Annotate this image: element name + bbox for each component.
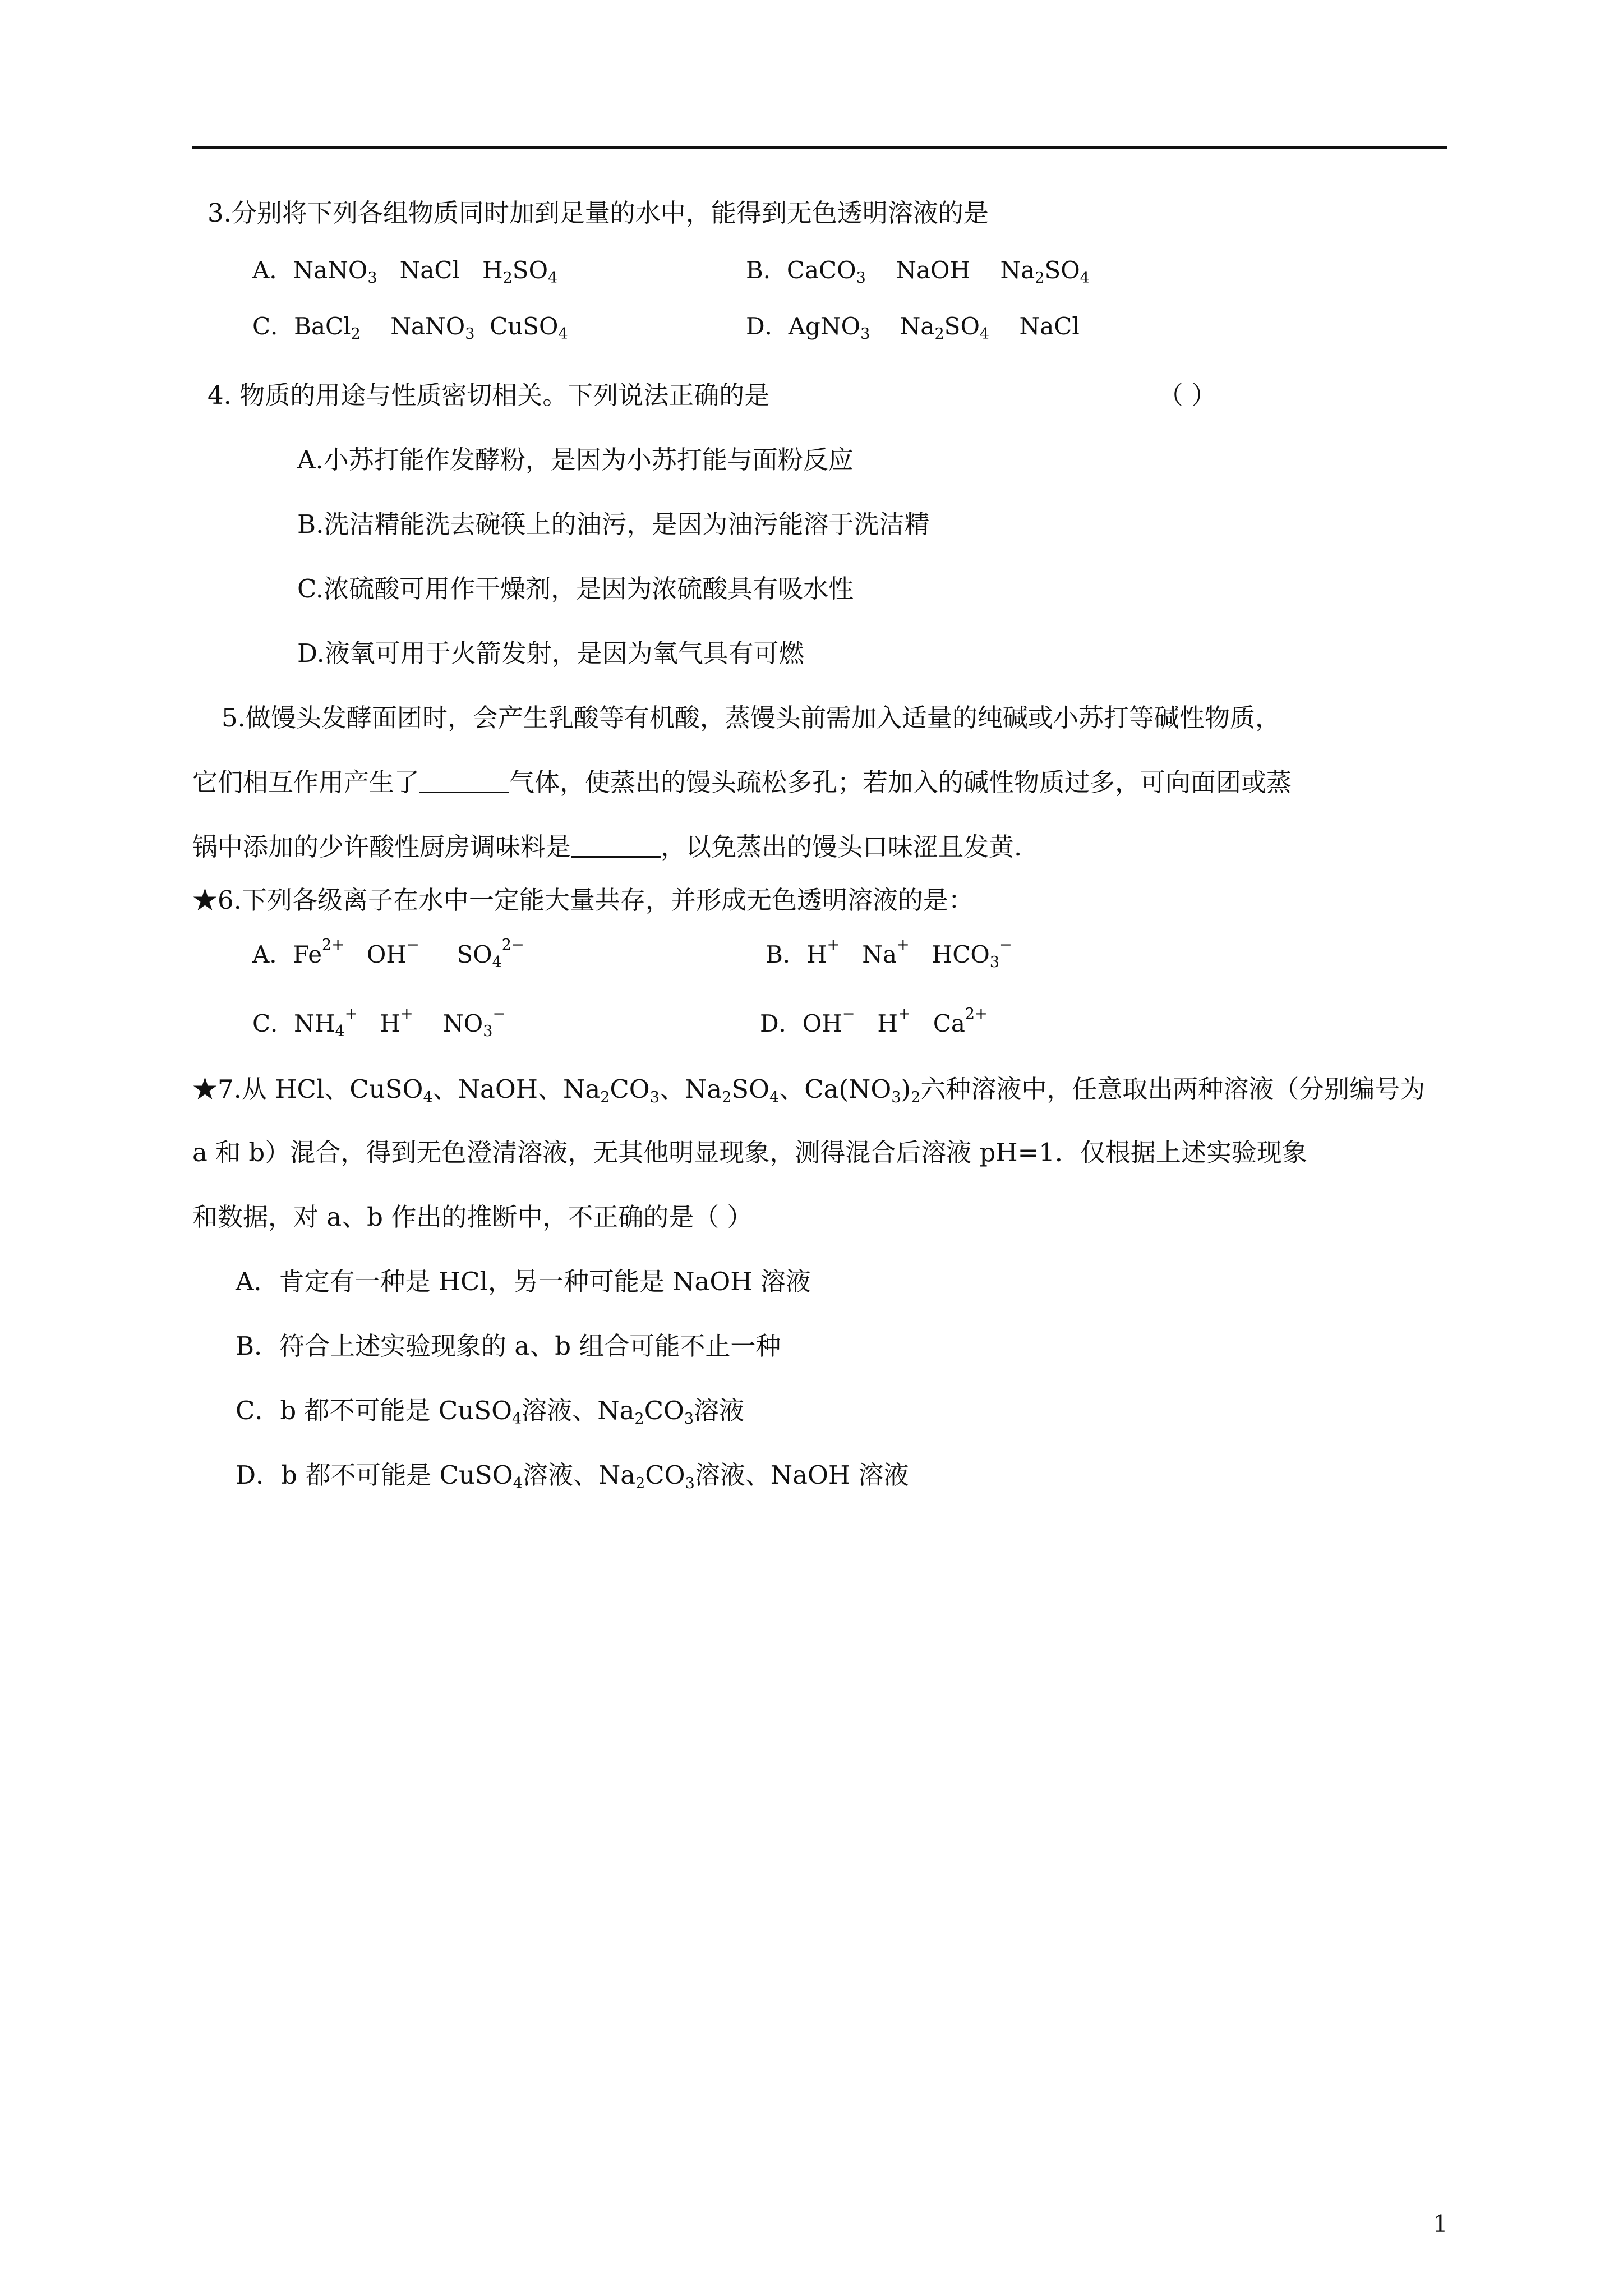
q7-line-3: 和数据，对 a、b 作出的推断中，不正确的是（ ） [192, 1202, 753, 1232]
q3-option-d: D．AgNO$_3$ $Na_2SO_4$ NaCl [746, 312, 1080, 343]
q7-option-d: D．b 都不可能是 CuSO$_4$溶液、$Na_2CO_3$溶液、NaOH 溶液 [236, 1460, 909, 1493]
q7-option-a: A．肯定有一种是 HCl，另一种可能是 NaOH 溶液 [236, 1267, 811, 1296]
q5-line-2: 它们相互作用产生了 气体，使蒸出的馒头疏松多孔；若加入的碱性物质过多，可向面团或蒸 [192, 767, 1292, 797]
q5-line-3: 锅中添加的少许酸性厨房调味料是 ，以免蒸出的馒头口味涩且发黄. [192, 832, 1022, 862]
q5-blank-1[interactable] [419, 769, 509, 793]
page-number: 1 [1433, 2210, 1448, 2238]
q4-option-c: C.浓硫酸可用作干燥剂，是因为浓硫酸具有吸水性 [297, 574, 854, 604]
q3-option-a: A．NaNO$_3$ NaCl $H_2SO_4$ [252, 256, 558, 287]
q5-blank-2[interactable] [571, 834, 661, 858]
q5-line-1: 5.做馒头发酵面团时，会产生乳酸等有机酸，蒸馒头前需加入适量的纯碱或小苏打等碱性物质， [222, 703, 1280, 733]
q6-option-d: D．OH− H+ $Ca^{2+}$ [760, 1005, 988, 1037]
q3-option-b: B．CaCO$_3$ NaOH $Na_2SO_4$ [746, 256, 1090, 287]
q6-option-a: A．$Fe^{2+}$ OH− $SO_4^{2-}$ [252, 936, 524, 972]
q7-option-c: C．b 都不可能是 CuSO$_4$溶液、$Na_2CO_3$溶液 [236, 1396, 745, 1428]
q4-stem: 4. 物质的用途与性质密切相关。下列说法正确的是 [208, 380, 770, 410]
q7-option-b: B．符合上述实验现象的 a、b 组合可能不止一种 [236, 1331, 781, 1361]
q4-answer-paren: （ ） [1158, 380, 1217, 410]
q4-option-a: A.小苏打能作发酵粉，是因为小苏打能与面粉反应 [297, 445, 854, 475]
q6-option-b: B．H+ Na+ $HCO_3^-$ [766, 936, 1012, 972]
q6-option-c: C．$NH_4^+$ H+ $NO_3^-$ [252, 1005, 506, 1041]
q3-option-c: C．BaCl$_2$ NaNO$_3$ CuSO$_4$ [252, 312, 568, 343]
q7-line-2: a 和 b）混合，得到无色澄清溶液，无其他明显现象，测得混合后溶液 pH=1．仅根据上述实验现象 [192, 1138, 1307, 1167]
q4-option-d: D.液氧可用于火箭发射，是因为氧气具有可燃 [297, 638, 804, 668]
q3-stem: 3.分别将下列各组物质同时加到足量的水中，能得到无色透明溶液的是 [208, 198, 989, 228]
header-rule [192, 146, 1447, 149]
q4-option-b: B.洗洁精能洗去碗筷上的油污，是因为油污能溶于洗洁精 [297, 509, 930, 539]
q7-line-1: ★7.从 HCl、CuSO$_4$、NaOH、$Na_2CO_3$、$Na_2SO_4$、$Ca(NO_3)_2$六种溶液中，任意取出两种溶液（分别编号为 [192, 1074, 1426, 1107]
q6-stem: ★6.下列各级离子在水中一定能大量共存，并形成无色透明溶液的是： [192, 885, 974, 915]
